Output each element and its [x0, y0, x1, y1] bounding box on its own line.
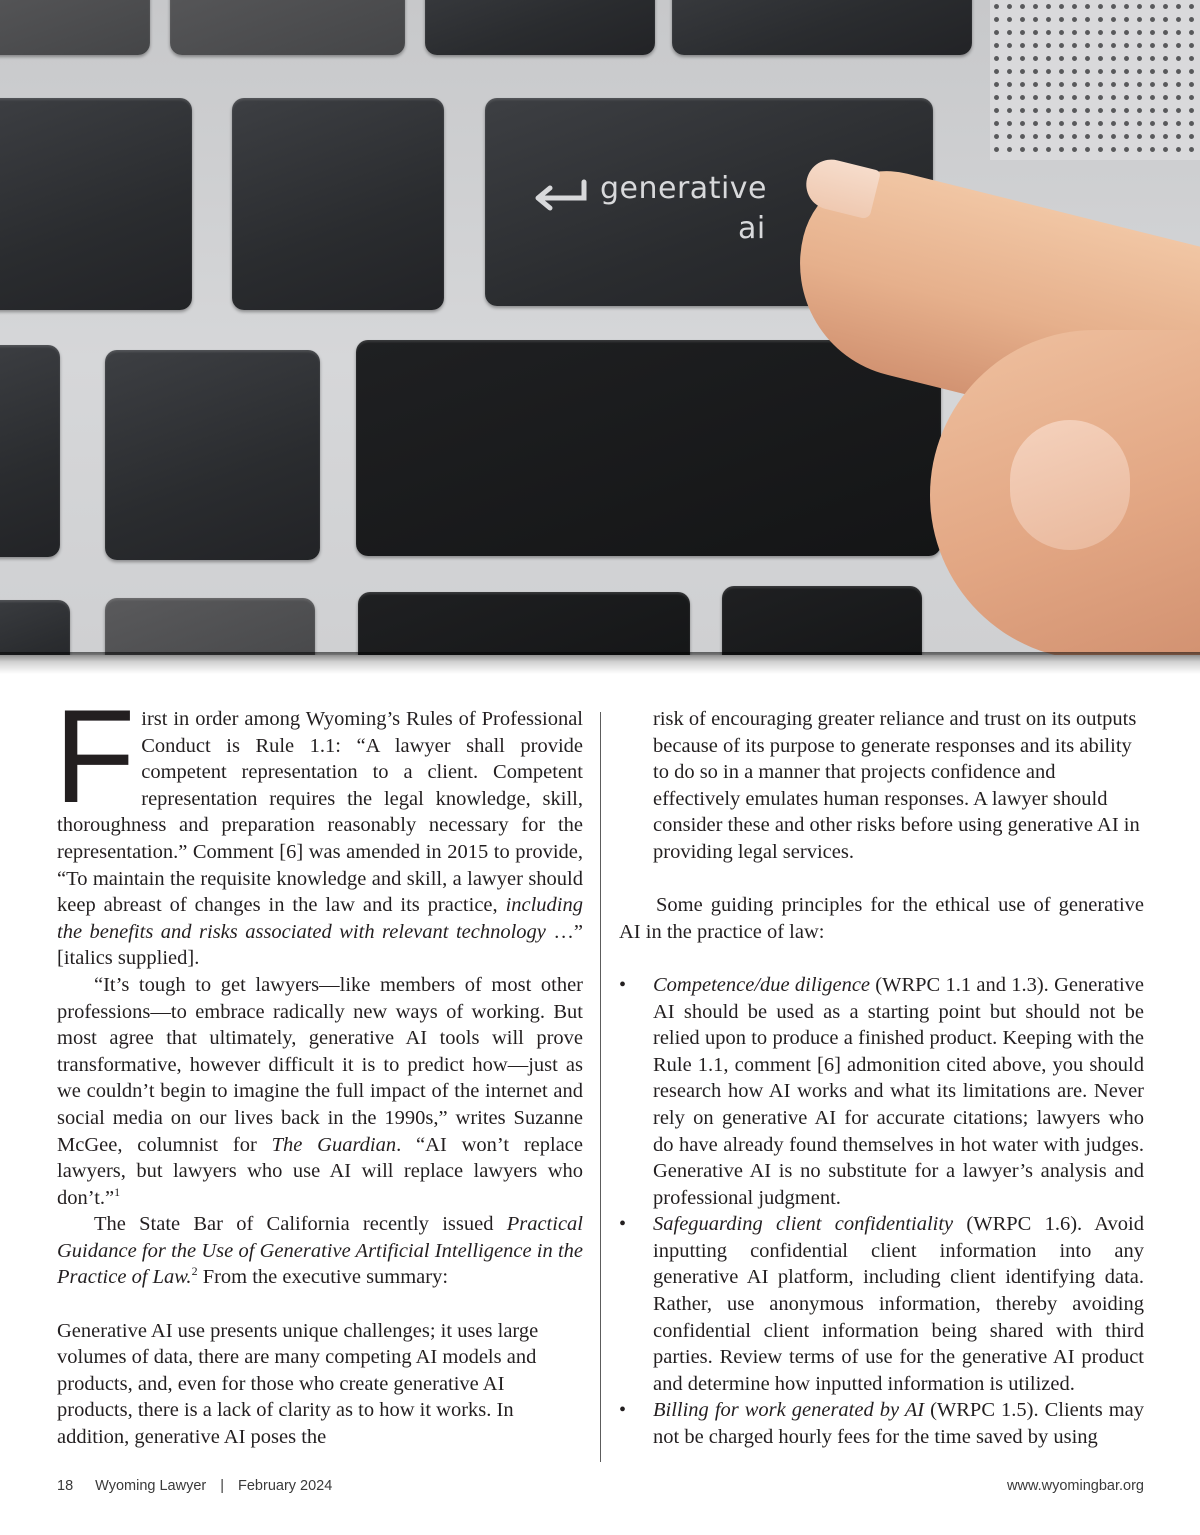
- block-quote-continued: risk of encouraging greater reliance and trust on its outputs because of its purpose to generate responses and its ability to do so in a manner that projects confidence and effectively emulates human responses. A lawyer should consider these and other risks before using generative AI in providing legal services.: [653, 708, 1140, 863]
- list-item-text: (WRPC 1.1 and 1.3). Generative AI should be used as a starting point but should not be relied upon to produce a finished product. Keeping with the Rule 1.1, comment [6] admonition cited above, you should research how AI works and what its limitations are. Never rely on generative AI for accurate citations; lawyers who do have already found themselves in hot water with judges. Generative AI is no substitute for a lawyer’s analysis and professional judgment.: [653, 973, 1144, 1209]
- list-item-title: Billing for work generated by AI: [653, 1399, 925, 1422]
- issue-date: February 2024: [238, 1478, 333, 1494]
- return-arrow-icon: [530, 176, 590, 216]
- paragraph-3: [57, 1211, 583, 1291]
- footer-left: [57, 1477, 332, 1495]
- paragraph-1-italic: including the benefits and risks associated with relevant technology: [57, 894, 583, 943]
- keyboard-key: [358, 592, 690, 655]
- block-quote: Generative AI use presents unique challenges; it uses large volumes of data, there are many competing AI models and products, and, even for those who create generative AI products, there is a lack of clarity as to how it works. In addition, generative AI poses the: [57, 1319, 539, 1449]
- page-number: 18: [57, 1478, 74, 1494]
- article-column-left: [54, 683, 583, 1451]
- hero-photo: [0, 0, 1200, 655]
- hero-shadow: [0, 652, 1200, 674]
- keyboard-key: [722, 586, 922, 655]
- keyboard-key: [0, 345, 60, 557]
- key-label-generative: generative: [600, 171, 767, 206]
- paragraph-2-lead: “It’s tough to get lawyers—like members of most other professions—to embrace radically new ways of working. But most agree that ultimately, generative AI tools will prove transformative, however difficult it is to predict how—just as we couldn’t begin to imagine the full impact of the internet and social media on our lives back in the 1990s,” writes Suzanne McGee, columnist for: [57, 973, 583, 1156]
- paragraph-1: [54, 683, 583, 972]
- paragraph-3-tail: From the executive summary:: [197, 1266, 449, 1289]
- keyboard-key: [170, 0, 405, 55]
- keyboard-key: [0, 0, 150, 55]
- keyboard-key: [232, 98, 444, 310]
- keyboard-key: [356, 340, 941, 556]
- keyboard-key: [672, 0, 972, 55]
- key-label-ai: ai: [738, 211, 766, 246]
- paragraph-1-tail: …” [italics supplied].: [57, 920, 583, 970]
- footer-separator: |: [220, 1478, 224, 1494]
- footnote-ref-1: 1: [114, 1184, 121, 1199]
- drop-cap: F: [54, 683, 136, 831]
- keyboard-key: [105, 598, 315, 655]
- keyboard-key: [0, 98, 192, 310]
- list-item: [619, 972, 1144, 1211]
- list-item-text: (WRPC 1.6). Avoid inputting confidential client information into any generative AI platform, including client identifying data. Rather, use anonymous information, thereby avoiding confidential client information being shared with third parties. Review terms of use for the generative AI product and determine how inputted information is utilized.: [653, 1213, 1144, 1395]
- guidance-title: Practical Guidance for the Use of Generative Artificial Intelligence in the Practice of Law.: [57, 1213, 583, 1289]
- paragraph-1-lead: irst in order among Wyoming’s Rules of Professional Conduct is Rule 1.1: “A lawyer shall provide competent representation to a client. Competent representation requires the legal knowledge, skill, thoroughness and preparation reasonably necessary for the representation.” Comment [6] was amended in 2015 to provide, “To maintain the requisite knowledge and skill, a lawyer should keep abreast of changes in the law and its practice,: [57, 708, 583, 917]
- article-column-right: [619, 706, 1144, 1451]
- speaker-grille: [990, 0, 1200, 160]
- list-item: [619, 1211, 1144, 1397]
- thumbnail: [1010, 420, 1130, 550]
- website-link[interactable]: www.wyomingbar.org: [1007, 1478, 1144, 1494]
- list-item-title: Competence/due diligence: [653, 973, 871, 996]
- keyboard-key: [105, 350, 320, 560]
- list-item-title: Safeguarding client confidentiality: [653, 1213, 954, 1236]
- principles-list: [619, 972, 1144, 1451]
- publication-title: Wyoming Lawyer: [95, 1478, 207, 1494]
- keyboard-key: [0, 600, 70, 655]
- publication-name: The Guardian: [271, 1133, 397, 1156]
- principles-intro: Some guiding principles for the ethical use of generative AI in the practice of law:: [619, 894, 1144, 943]
- list-item: [619, 1397, 1144, 1450]
- list-item-text: (WRPC 1.5). Clients may not be charged hourly fees for the time saved by using: [653, 1399, 1144, 1449]
- paragraph-2: [57, 972, 583, 1211]
- paragraph-2-tail: . “AI won’t replace lawyers, but lawyers who use AI will replace lawyers who don’t.”: [57, 1133, 583, 1209]
- column-divider: [600, 712, 601, 1462]
- footnote-ref-2: 2: [191, 1264, 198, 1279]
- keyboard-key: [425, 0, 655, 55]
- paragraph-3-lead: The State Bar of California recently issued: [94, 1213, 507, 1236]
